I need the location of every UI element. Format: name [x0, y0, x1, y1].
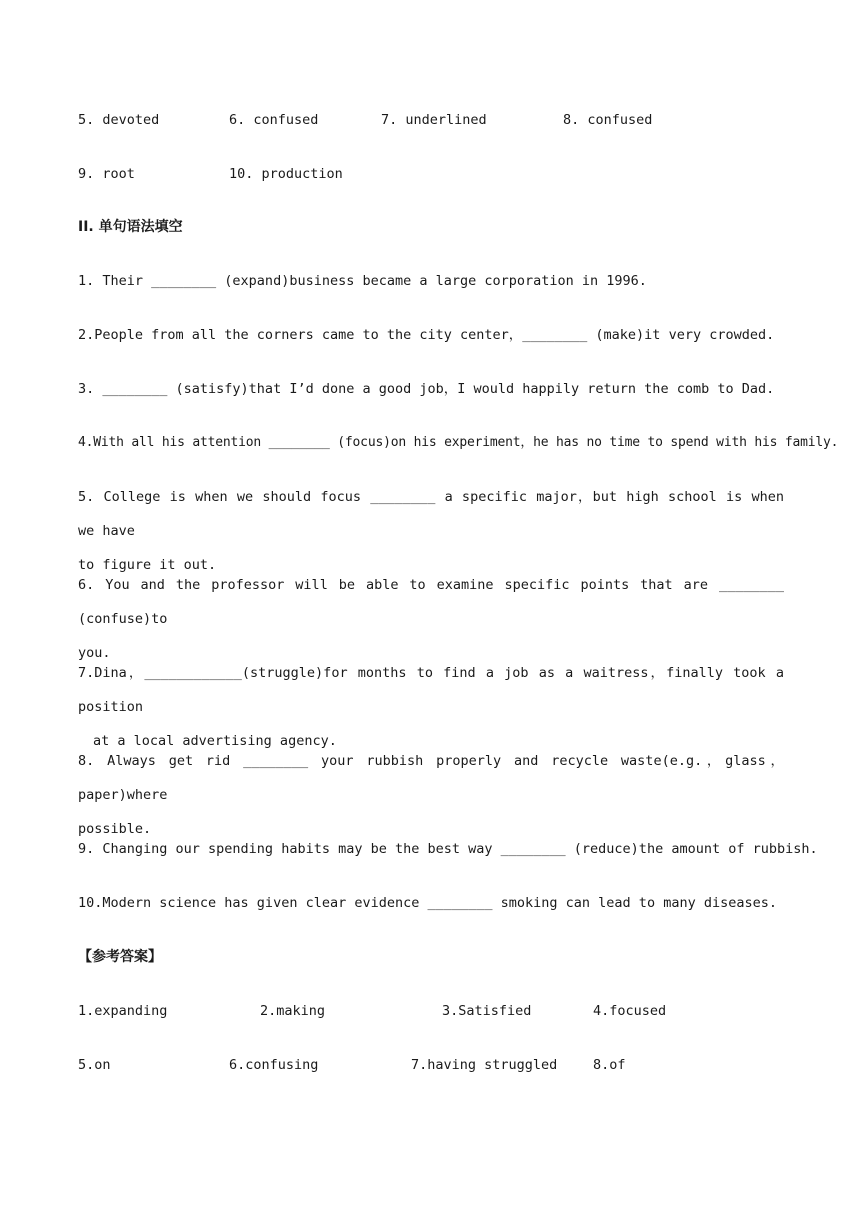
answer-6: 6.confusing: [229, 1057, 319, 1073]
prev-answer-9: 9. root: [78, 166, 135, 182]
answer-4: 4.focused: [593, 1003, 667, 1019]
answer-7: 7.having struggled: [411, 1057, 558, 1073]
prev-answer-6: 6. confused: [229, 112, 319, 128]
prev-answer-5: 5. devoted: [78, 112, 160, 128]
question-8-line-1: 8. Always get rid ________ your rubbish properly and recycle waste(e.g.，glass，paper)where: [78, 753, 784, 803]
answer-2: 2.making: [260, 1003, 326, 1019]
question-7: [78, 656, 784, 758]
question-6-line-1: 6. You and the professor will be able to examine specific points that are ________ (confuse)to: [78, 577, 784, 627]
question-5-line-1: 5. College is when we should focus ________ a specific major，but high school is when we have: [78, 489, 784, 539]
question-2: 2.People from all the corners came to the city center，________ (make)it very crowded.: [78, 327, 775, 343]
question-7-line-2: at a local advertising agency.: [93, 733, 337, 749]
question-10: 10.Modern science has given clear evidence ________ smoking can lead to many diseases.: [78, 895, 777, 911]
answer-5: 5.on: [78, 1057, 111, 1073]
question-8: [78, 744, 784, 846]
answer-1: 1.expanding: [78, 1003, 168, 1019]
question-7-line-1: 7.Dina，____________(struggle)for months to find a job as a waitress，finally took a position: [78, 665, 784, 715]
question-5: [78, 480, 784, 582]
question-1: 1. Their ________ (expand)business became a large corporation in 1996.: [78, 273, 647, 289]
question-6-line-2: you.: [78, 645, 111, 661]
question-6: [78, 568, 784, 670]
prev-answer-7: 7. underlined: [381, 112, 487, 128]
prev-answer-10: 10. production: [229, 166, 343, 182]
answer-8: 8.of: [593, 1057, 626, 1073]
answer-3: 3.Satisfied: [442, 1003, 532, 1019]
question-4: 4.With all his attention ________ (focus)on his experiment，he has no time to spend with his family.: [78, 435, 839, 450]
question-8-line-2: possible.: [78, 821, 152, 837]
prev-answer-8: 8. confused: [563, 112, 653, 128]
question-5-line-2: to figure it out.: [78, 557, 217, 573]
question-3: 3. ________ (satisfy)that I’d done a good job，I would happily return the comb to Dad.: [78, 381, 775, 397]
question-9: 9. Changing our spending habits may be the best way ________ (reduce)the amount of rubbish.: [78, 841, 818, 857]
answer-title: 【参考答案】: [78, 949, 162, 965]
section-title: II. 单句语法填空: [78, 219, 183, 235]
